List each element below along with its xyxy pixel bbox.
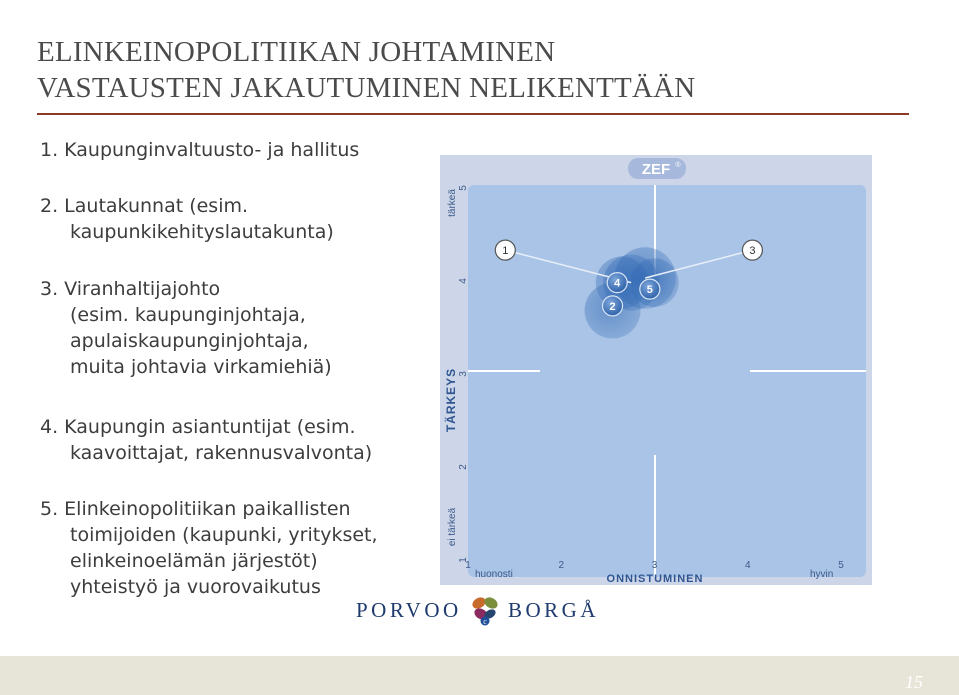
y-low-label: ei tärkeä [447, 507, 458, 547]
list-item-line: 5. Elinkeinopolitiikan paikallisten [40, 498, 351, 520]
list-item-line: elinkeinoelämän järjestöt) [70, 550, 318, 572]
logo-emblem-letter: c [483, 617, 487, 626]
list-item-line: toimijoiden (kaupunki, yritykset, [70, 524, 378, 546]
list-item-line: 3. Viranhaltijajohto [40, 278, 221, 300]
y-tick-label: 5 [458, 185, 469, 191]
list-item-line: muita johtavia virkamiehiä) [70, 356, 332, 378]
list-item-line: apulaiskaupunginjohtaja, [70, 330, 309, 352]
logo-emblem-icon [468, 590, 502, 626]
quadrant-chart-svg [440, 155, 872, 585]
x-tick-label: 3 [651, 560, 658, 571]
slide-title-line-2: VASTAUSTEN JAKAUTUMINEN NELIKENTTÄÄN [37, 72, 696, 104]
list-item-line: 4. Kaupungin asiantuntijat (esim. [40, 416, 356, 438]
y-tick-label: 2 [458, 464, 469, 470]
list-item-line: yhteistyö ja vuorovaikutus [70, 576, 321, 598]
y-tick-label: 1 [458, 557, 469, 563]
point-label: 2 [609, 300, 616, 313]
y-tick-label: 4 [458, 278, 469, 284]
zef-badge-mark: ® [675, 162, 681, 169]
point-label: 5 [646, 284, 653, 297]
list-item-line: kaavoittajat, rakennusvalvonta) [70, 442, 373, 464]
list-item [40, 193, 334, 245]
page-number: 15 [905, 672, 923, 692]
list-item [40, 414, 372, 466]
slide-title-line-1: ELINKEINOPOLITIIKAN JOHTAMINEN [37, 36, 556, 68]
y-tick-label: 3 [458, 371, 469, 377]
list-item-line: kaupunkikehityslautakunta) [70, 221, 334, 243]
y-high-label: tärkeä [447, 189, 458, 217]
logo-word-porvoo: PORVOO [356, 598, 462, 622]
x-tick-label: 4 [744, 560, 751, 571]
y-axis-label: TÄRKEYS [444, 367, 458, 433]
logo-word-borga: BORGÅ [508, 598, 600, 622]
x-tick-label: 1 [465, 560, 471, 571]
plot-area [468, 185, 866, 577]
list-item-line: 2. Lautakunnat (esim. [40, 195, 249, 217]
x-low-label: huonosti [475, 569, 513, 580]
zef-badge-text: ZEF [641, 161, 671, 178]
title-divider [37, 113, 909, 115]
point-label: 1 [502, 245, 509, 258]
point-label: 3 [749, 245, 756, 258]
x-tick-label: 5 [838, 560, 844, 571]
list-item [40, 496, 378, 600]
list-item-line: (esim. kaupunginjohtaja, [70, 304, 306, 326]
list-item [40, 137, 359, 163]
list-item-line: 1. Kaupunginvaltuusto- ja hallitus [40, 139, 360, 161]
x-tick-label: 2 [558, 560, 565, 571]
quadrant-chart [440, 155, 872, 585]
x-axis-label: ONNISTUMINEN [606, 573, 704, 585]
list-item [40, 276, 332, 380]
slide-title [37, 34, 917, 106]
point-label: 4 [614, 277, 621, 290]
x-high-label: hyvin [810, 569, 834, 580]
porvoo-borga-logo [356, 590, 606, 630]
y-tick-layer [458, 185, 469, 563]
